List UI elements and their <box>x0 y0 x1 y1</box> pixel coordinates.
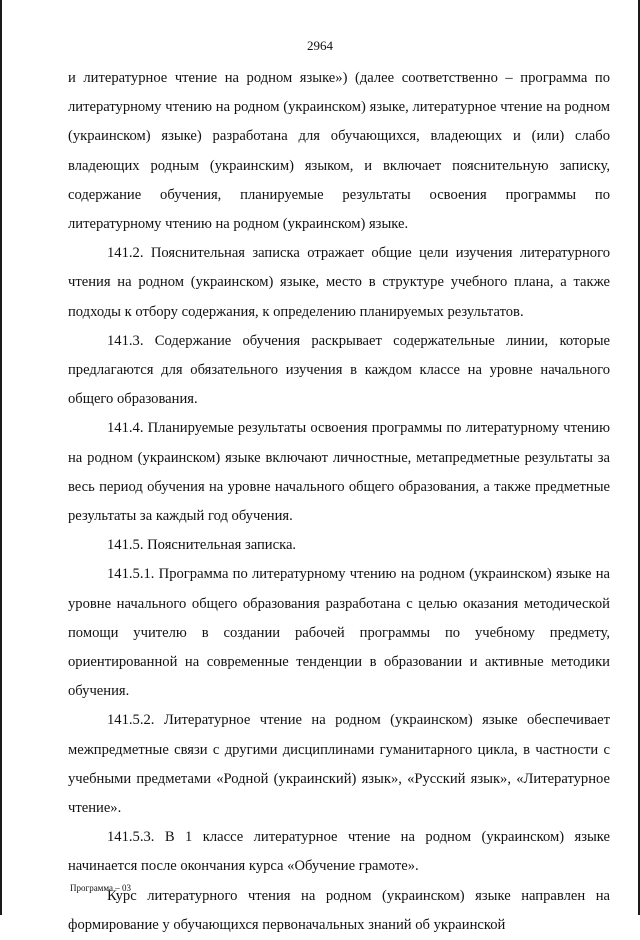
paragraph-141-5-2: 141.5.2. Литературное чтение на родном (украинском) языке обеспечивает межпредметные связи с другими дисциплинами гуманитарного цикла, в частности с учебными предметами «Родной (украинский) язык», «Русский язык», «Литературное чтение». <box>68 712 610 817</box>
page-number: 2964 <box>307 38 333 53</box>
paragraph-141-5-1: 141.5.1. Программа по литературному чтению на родном (украинском) языке на уровне начального общего образования разработана с целью оказания методической помощи учителю в создании рабочей программы по учебному предмету, ориентированной на современные тенденции в образовании и активные методики обучения. <box>68 566 610 700</box>
paragraph-141-5: 141.5. Пояснительная записка. <box>107 537 297 554</box>
paragraph-141-2: 141.2. Пояснительная записка отражает общие цели изучения литературного чтения на родном (украинском) языке, место в структуре учебного плана, а также подходы к отбору содержания, к определению планируемых результатов. <box>68 245 610 320</box>
paragraph-course: Курс литературного чтения на родном (украинском) языке направлен на формирование у обучающихся первоначальных знаний об украинской <box>68 887 610 933</box>
paragraph-141-4: 141.4. Планируемые результаты освоения программы по литературному чтению на родном (украинском) языке включают личностные, метапредметные результаты за весь период обучения на уровне начального общего образования, а также предметные результаты за каждый год обучения. <box>68 420 610 525</box>
paragraph-141-3: 141.3. Содержание обучения раскрывает содержательные линии, которые предлагаются для обязательного изучения в каждом классе на уровне начального общего образования. <box>68 332 610 408</box>
footer-label: Программа – 03 <box>70 883 132 893</box>
paragraph-continuation: и литературное чтение на родном языке») (далее соответственно – программа по литературному чтению на родном (украинском) языке, литературное чтение на родном (украинском) языке) разработана для обучающихся, владеющих и (или) слабо владеющих родным (украинским) языком, и включает пояснительную записку, содержание обучения, планируемые результаты освоения программы по литературному чтению на родном (украинском) языке. <box>68 70 610 233</box>
paragraph-141-5-3: 141.5.3. В 1 классе литературное чтение на родном (украинском) языке начинается после окончания курса «Обучение грамоте». <box>68 829 610 875</box>
scan-border-left <box>0 0 2 915</box>
document-body <box>68 64 610 940</box>
